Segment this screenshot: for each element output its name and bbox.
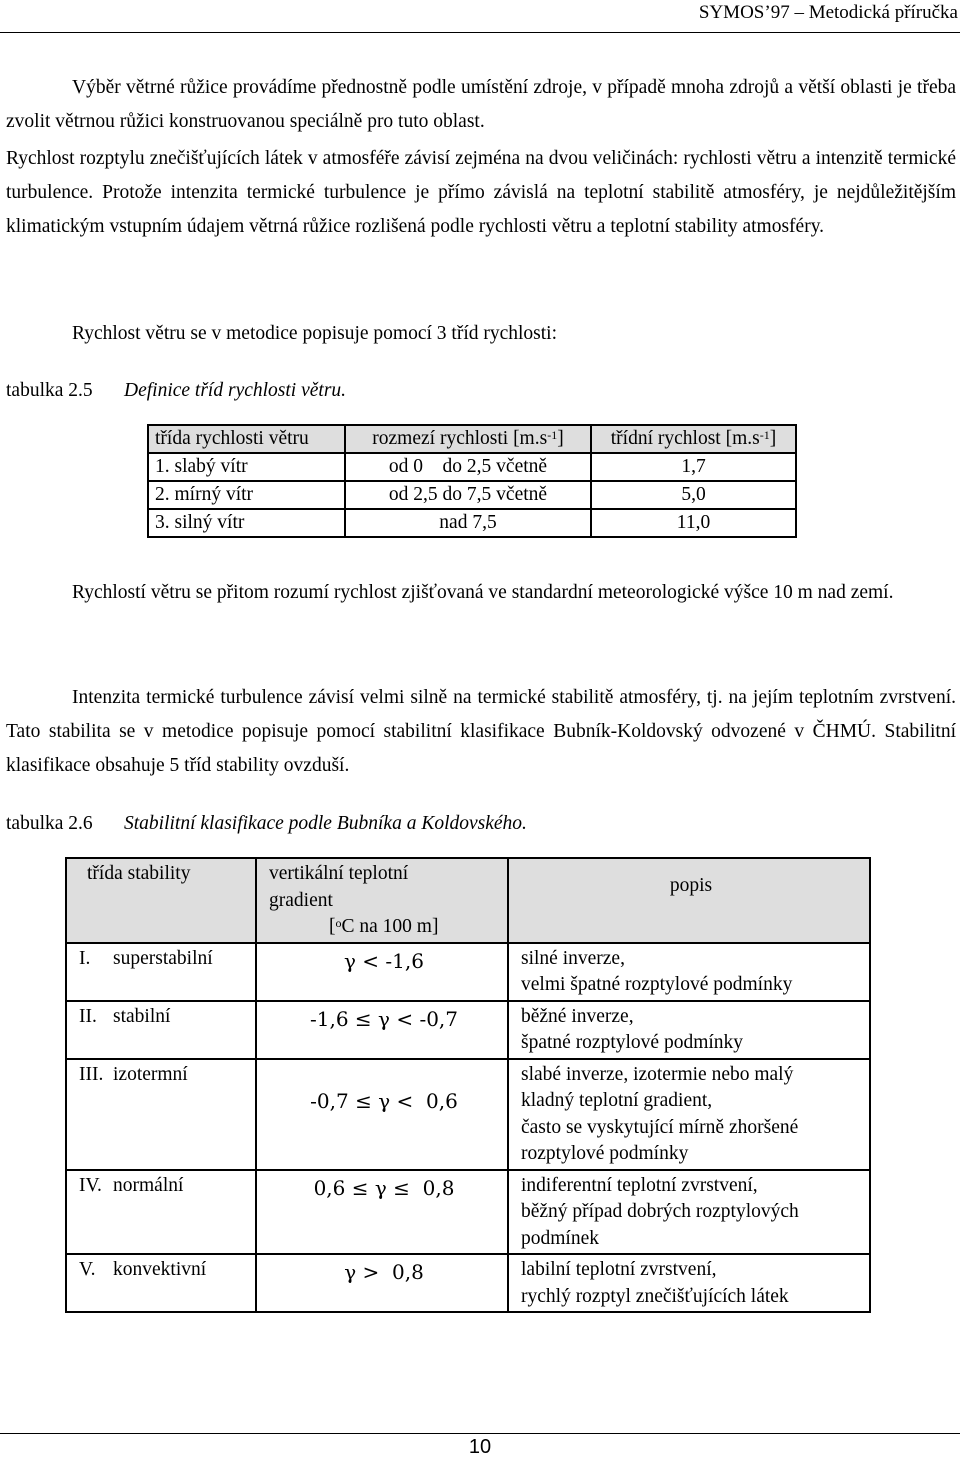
gradient-cell: γ < -1,6 xyxy=(256,943,508,1001)
paragraph-wind-rose-text: Výběr větrné růžice provádíme přednostně podle umístění zdroje, v případě mnoha zdrojů a větší oblasti je třeba zvolit větrnou růžici konstruovanou speciálně pro tuto oblast. xyxy=(6,77,956,132)
description-cell: labilní teplotní zvrstvení, rychlý rozptyl znečišťujících látek xyxy=(508,1254,870,1312)
paragraph-dispersion-rate-text: Rychlost rozptylu znečišťujících látek v atmosféře závisí zejména na dvou veličinách: rychlosti větru a intenzitě termické turbulence. Protože intenzita termické turbulence je přímo závislá na teplotní stabilitě atmosféry, je nejdůležitějším klimatickým vstupním údajem větrná růžice rozlišená podle rychlosti větru a teplotní stability atmosféry. xyxy=(6,148,956,237)
page-number: 10 xyxy=(468,1436,492,1458)
header-speed-class: třída rychlosti větru xyxy=(148,425,345,453)
stability-class-table xyxy=(65,857,871,1313)
table-2-5-label: tabulka 2.5 xyxy=(6,380,93,401)
gradient-cell: -1,6 ≤ γ < -0,7 xyxy=(256,1001,508,1059)
class-speed-cell: 11,0 xyxy=(591,509,796,537)
paragraph-wind-height xyxy=(6,576,956,610)
description-cell: indiferentní teplotní zvrstvení, běžný případ dobrých rozptylových podmínek xyxy=(508,1170,870,1255)
header-gradient: vertikální teplotní gradient [$^o$C na 100 m] xyxy=(256,858,508,943)
speed-range-cell: nad 7,5 xyxy=(345,509,591,537)
speed-class-cell: 3. silný vítr xyxy=(148,509,345,537)
description-cell: slabé inverze, izotermie nebo malý kladný teplotní gradient, často se vyskytující mírně zhoršené rozptylové podmínky xyxy=(508,1059,870,1170)
gradient-cell: -0,7 ≤ γ < 0,6 xyxy=(256,1059,508,1170)
table-row xyxy=(66,1254,870,1312)
description-cell: silné inverze, velmi špatné rozptylové podmínky xyxy=(508,943,870,1001)
gradient-cell: 0,6 ≤ γ ≤ 0,8 xyxy=(256,1170,508,1255)
table-2-5-title: Definice tříd rychlosti větru. xyxy=(124,380,347,401)
table-row xyxy=(148,509,796,537)
header-stability-class: třída stability xyxy=(66,858,256,943)
header-rule xyxy=(0,32,960,33)
table-2-6-label: tabulka 2.6 xyxy=(6,813,93,834)
speed-range-cell: od 2,5 do 7,5 včetně xyxy=(345,481,591,509)
table-row xyxy=(148,453,796,481)
class-speed-cell: 5,0 xyxy=(591,481,796,509)
table-row xyxy=(66,1059,870,1170)
table-2-6-caption xyxy=(6,813,527,835)
table-2-5-caption xyxy=(6,380,346,402)
paragraph-wind-classes-intro-text: Rychlost větru se v metodice popisuje pomocí 3 tříd rychlosti: xyxy=(72,323,558,344)
stability-class-cell: V. konvektivní xyxy=(66,1254,256,1312)
table-row xyxy=(66,1170,870,1255)
running-header: SYMOS’97 – Metodická příručka xyxy=(698,2,958,23)
footer-rule xyxy=(0,1433,960,1434)
stability-class-cell: I. superstabilní xyxy=(66,943,256,1001)
paragraph-wind-classes-intro xyxy=(6,317,956,351)
stability-class-cell: II. stabilní xyxy=(66,1001,256,1059)
paragraph-wind-height-text: Rychlostí větru se přitom rozumí rychlost zjišťovaná ve standardní meteorologické výšce 10 m nad zemí. xyxy=(72,582,894,603)
class-speed-cell: 1,7 xyxy=(591,453,796,481)
paragraph-turbulence-text: Intenzita termické turbulence závisí velmi silně na termické stabilitě atmosféry, tj. na jejím teplotním zvrstvení. Tato stabilita se v metodice popisuje pomocí stabilitní klasifikace Bubník-Koldovský odvozené v ČHMÚ. Stabilitní klasifikace obsahuje 5 tříd stability ovzduší. xyxy=(6,687,956,776)
header-speed-range: rozmezí rychlosti $[m.s^{-1}]$ xyxy=(345,425,591,453)
wind-speed-class-table xyxy=(147,424,797,538)
paragraph-dispersion-rate xyxy=(6,142,956,244)
speed-class-cell: 2. mírný vítr xyxy=(148,481,345,509)
table-row xyxy=(66,1001,870,1059)
header-class-speed: třídní rychlost $[m.s^{-1}]$ xyxy=(591,425,796,453)
table-2-6-title: Stabilitní klasifikace podle Bubníka a Koldovského. xyxy=(124,813,527,834)
description-cell: běžné inverze, špatné rozptylové podmínky xyxy=(508,1001,870,1059)
paragraph-wind-rose xyxy=(6,71,956,139)
header-description: popis xyxy=(508,858,870,943)
table-row xyxy=(66,943,870,1001)
table-row xyxy=(148,481,796,509)
stability-class-cell: III. izotermní xyxy=(66,1059,256,1170)
speed-range-cell: od 0 do 2,5 včetně xyxy=(345,453,591,481)
stability-class-cell: IV. normální xyxy=(66,1170,256,1255)
paragraph-turbulence xyxy=(6,681,956,783)
speed-class-cell: 1. slabý vítr xyxy=(148,453,345,481)
gradient-cell: γ > 0,8 xyxy=(256,1254,508,1312)
table-header-row xyxy=(148,425,796,453)
table-header-row xyxy=(66,858,870,943)
